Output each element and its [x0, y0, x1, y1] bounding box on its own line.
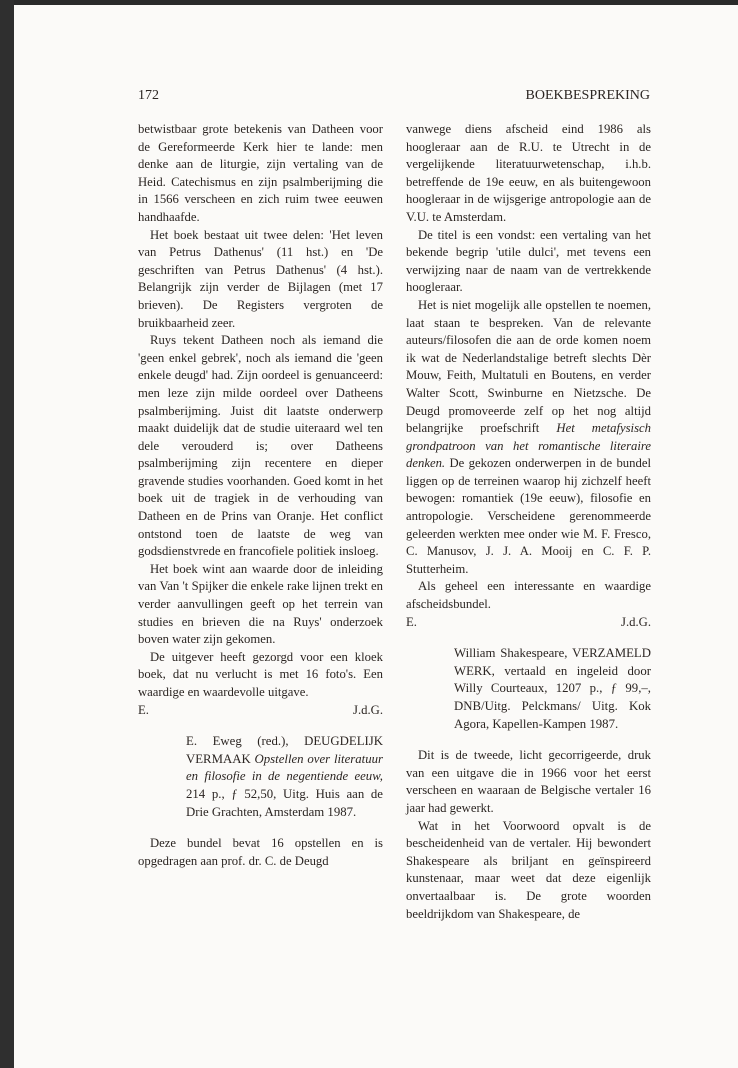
- paragraph: Wat in het Voorwoord opvalt is de bescheidenheid van de vertaler. Hij bewondert Shakespeare als briljant en geïnspireerd kunstenaar, maar weet dat deze eigenlijk onvertaalbaar is. De grote woorden beeldrijkdom van Shakespeare, de: [406, 818, 651, 921]
- paragraph: Als geheel een interessante en waardige afscheidsbundel.: [406, 579, 651, 612]
- page-number: 172: [138, 88, 159, 103]
- paragraph-text: Het is niet mogelijk alle opstellen te noemen, laat staan te bespreken. Van de relevante auteurs/filosofen die aan de orde komen noem ik wat de Nederlandstalige betreft slechts Dèr Mouw, Feith, Multatuli en Boutens, en verder Walter Scott, Swinburne en Nietzsche. De Deugd promoveerde zelf op het nog altijd belangrijke proefschrift: [406, 297, 651, 436]
- paragraph-text: De gekozen onderwerpen in de bundel liggen op de terreinen waarop hij zichzelf heeft bewogen: romantiek (19e eeuw), filosofie en antropologie. Verscheidene gerenommeerde geleerden werkten mee onder wie M. F. Fresco, C. Manusov, J. J. A. Mooij en C. F. P. Stutterheim.: [406, 456, 651, 576]
- paragraph: De uitgever heeft gezorgd voor een kloek boek, dat nu verlucht is met 16 foto's. Een waardige en waardevolle uitgave.: [138, 649, 383, 699]
- paragraph: vanwege diens afscheid eind 1986 als hoogleraar aan de R.U. te Utrecht in de vergelijkende literatuurwetenschap, i.h.b. betreffende de 19e eeuw, en als buitengewoon hoogleraar in de wijsgerige antropologie aan de V.U. te Amsterdam.: [406, 122, 651, 224]
- book-details: 214 p., ƒ 52,50, Uitg. Huis aan de Drie Grachten, Amsterdam 1987.: [186, 786, 383, 819]
- signature-initial: E.: [138, 702, 149, 717]
- book-subtitle: Opstellen over literatuur en filosofie in de negentiende eeuw,: [186, 751, 383, 784]
- paragraph: Het boek wint aan waarde door de inleiding van Van 't Spijker die enkele rake lijnen trekt en verder aanvullingen geeft op het terrein van studies en brieven die na Ruys' onderzoek boven water zijn gekomen.: [138, 561, 383, 647]
- review-signature: [406, 614, 651, 632]
- book-entry: [186, 733, 383, 821]
- paragraph: Deze bundel bevat 16 opstellen en is opgedragen aan prof. dr. C. de Deugd: [138, 836, 383, 868]
- signature-initial: E.: [406, 614, 417, 629]
- paragraph: [406, 297, 651, 579]
- dissertation-title: Het metafysisch grondpatroon van het romantische literaire denken.: [406, 421, 651, 471]
- paragraph: betwistbaar grote betekenis van Datheen voor de Gereformeerde Kerk hier te lande: men denke aan de liturgie, zijn vertaling van de Heid. Catechismus en zijn psalmberijming die in 1566 verscheen en zich ruim twee eeuwen handhaafde.: [138, 122, 383, 224]
- paragraph: Ruys tekent Datheen noch als iemand die 'geen enkel gebrek', noch als iemand die 'geen enkele deugd' had. Zijn oordeel is genuanceerd: men leze zijn milde oordeel over Datheens psalmberijming. Juist dit laatste onderwerp maakt duidelijk dat de studie uiteraard wel ten dele verouderd is; over Datheens psalmberijming zijn recentere en dieper gravende studies voorhanden. Goed komt in het boek uit de tragiek in de verhouding van Datheen en de Prins van Oranje. Het conflict ontstond toen de laatste de weg van godsdienstvrede en francofiele politiek insloeg.: [138, 333, 383, 559]
- scan-top-edge: [0, 0, 738, 5]
- left-column: [138, 121, 383, 870]
- right-column: [406, 121, 651, 923]
- paragraph: De titel is een vondst: een vertaling van het bekende begrip 'utile dulci', met tevens een verwijzing naar de naam van de vertrekkende hoogleraar.: [406, 227, 651, 295]
- review-signature: [138, 702, 383, 720]
- running-header: [138, 88, 650, 108]
- book-authors-title: E. Eweg (red.), DEUGDELIJK VERMAAK: [186, 734, 383, 766]
- signature-author: J.d.G.: [353, 702, 383, 717]
- paragraph: Dit is de tweede, licht gecorrigeerde, druk van een uitgave die in 1966 voor het eerst verscheen en waaraan de Belgische vertaler 16 jaar had gewerkt.: [406, 748, 651, 815]
- signature-author: J.d.G.: [621, 614, 651, 629]
- book-entry: William Shakespeare, VERZAMELD WERK, vertaald en ingeleid door Willy Courteaux, 1207 p., ƒ 99,–, DNB/Uitg. Pelckmans/ Uitg. Kok Agora, Kapellen-Kampen 1987.: [454, 646, 651, 731]
- scan-left-edge: [0, 0, 14, 1068]
- section-title: BOEKBESPREKING: [525, 88, 650, 103]
- paragraph: Het boek bestaat uit twee delen: 'Het leven van Petrus Dathenus' (11 hst.) en 'De geschriften van Petrus Dathenus' (4 hst.). Belangrijk zijn verder de Bijlagen (met 17 brieven). De Registers vergroten de bruikbaarheid zeer.: [138, 227, 383, 330]
